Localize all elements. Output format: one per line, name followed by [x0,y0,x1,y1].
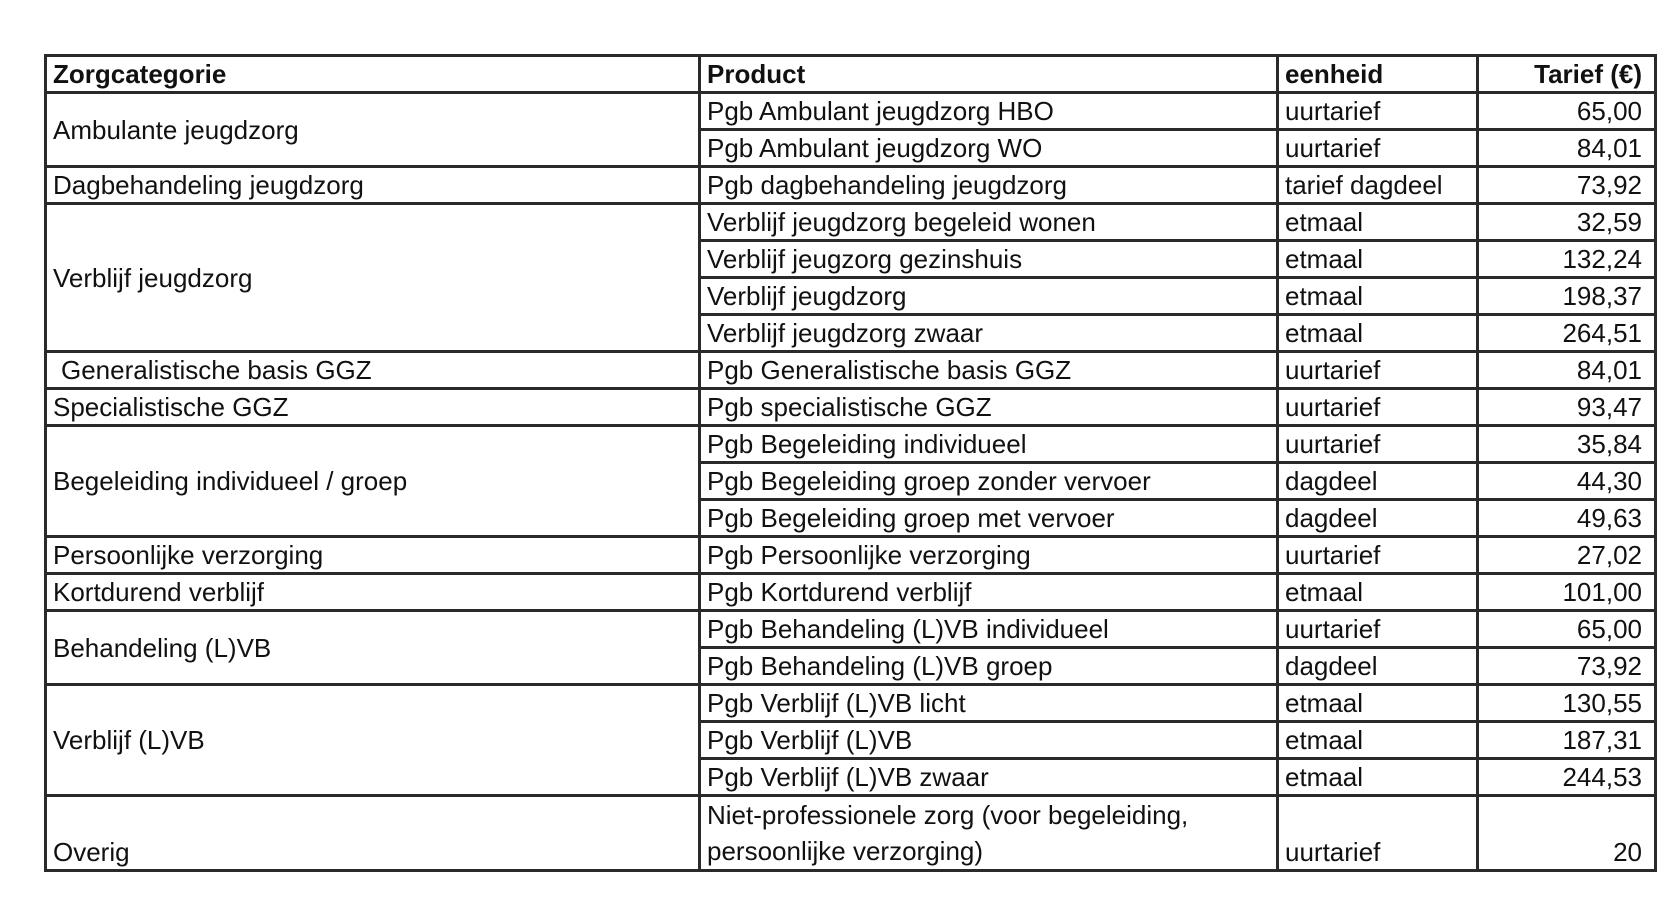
unit-cell: uurtarief [1278,93,1478,130]
product-cell: Pgb Ambulant jeugdzorg WO [700,130,1278,167]
header-category: Zorgcategorie [46,56,700,93]
rate-cell: 244,53 [1478,759,1656,796]
rate-cell: 101,00 [1478,574,1656,611]
rate-cell: 49,63 [1478,500,1656,537]
table-row [46,426,1656,463]
rate-cell: 73,92 [1478,167,1656,204]
product-cell: Pgb Verblijf (L)VB licht [700,685,1278,722]
rate-cell: 20 [1478,796,1656,871]
product-cell: Pgb dagbehandeling jeugdzorg [700,167,1278,204]
product-cell: Pgb Begeleiding groep met vervoer [700,500,1278,537]
table-row [46,204,1656,241]
unit-cell: etmaal [1278,759,1478,796]
category-cell: Kortdurend verblijf [46,574,700,611]
rate-cell: 65,00 [1478,93,1656,130]
table-row [46,352,1656,389]
header-unit: eenheid [1278,56,1478,93]
header-row [46,56,1656,93]
table-header [46,56,1656,93]
header-product: Product [700,56,1278,93]
unit-cell: uurtarief [1278,426,1478,463]
product-cell: Pgb Begeleiding groep zonder vervoer [700,463,1278,500]
category-cell: Behandeling (L)VB [46,611,700,685]
rate-cell: 32,59 [1478,204,1656,241]
unit-cell: dagdeel [1278,463,1478,500]
unit-cell: etmaal [1278,722,1478,759]
header-rate: Tarief (€) [1478,56,1656,93]
category-cell: Verblijf jeugdzorg [46,204,700,352]
rate-cell: 264,51 [1478,315,1656,352]
product-cell: Verblijf jeugdzorg begeleid wonen [700,204,1278,241]
rate-cell: 35,84 [1478,426,1656,463]
unit-cell: uurtarief [1278,389,1478,426]
unit-cell: dagdeel [1278,648,1478,685]
rate-cell: 44,30 [1478,463,1656,500]
category-cell: Specialistische GGZ [46,389,700,426]
category-cell: Persoonlijke verzorging [46,537,700,574]
category-cell: Begeleiding individueel / groep [46,426,700,537]
tariff-table [44,54,1657,872]
rate-cell: 84,01 [1478,352,1656,389]
rate-cell: 132,24 [1478,241,1656,278]
unit-cell: uurtarief [1278,796,1478,871]
product-cell: Verblijf jeugdzorg zwaar [700,315,1278,352]
table-body [46,93,1656,871]
table-row [46,389,1656,426]
unit-cell: uurtarief [1278,537,1478,574]
category-cell: Ambulante jeugdzorg [46,93,700,167]
category-cell: Overig [46,796,700,871]
product-cell: Pgb Verblijf (L)VB [700,722,1278,759]
table-row [46,685,1656,722]
rate-cell: 93,47 [1478,389,1656,426]
product-cell: Pgb Begeleiding individueel [700,426,1278,463]
rate-cell: 187,31 [1478,722,1656,759]
table-row [46,93,1656,130]
product-cell: Pgb Behandeling (L)VB groep [700,648,1278,685]
table-row [46,167,1656,204]
table-row [46,611,1656,648]
table-row [46,574,1656,611]
rate-cell: 130,55 [1478,685,1656,722]
unit-cell: etmaal [1278,204,1478,241]
table-row [46,796,1656,871]
product-cell: Pgb Verblijf (L)VB zwaar [700,759,1278,796]
product-cell: Pgb Persoonlijke verzorging [700,537,1278,574]
rate-cell: 84,01 [1478,130,1656,167]
unit-cell: uurtarief [1278,352,1478,389]
rate-cell: 65,00 [1478,611,1656,648]
product-cell: Verblijf jeugzorg gezinshuis [700,241,1278,278]
unit-cell: uurtarief [1278,130,1478,167]
category-cell: Verblijf (L)VB [46,685,700,796]
unit-cell: dagdeel [1278,500,1478,537]
product-cell: Pgb Ambulant jeugdzorg HBO [700,93,1278,130]
rate-cell: 198,37 [1478,278,1656,315]
product-cell: Pgb specialistische GGZ [700,389,1278,426]
product-cell: Pgb Kortdurend verblijf [700,574,1278,611]
product-cell: Niet-professionele zorg (voor begeleiding, persoonlijke verzorging) [700,796,1278,871]
unit-cell: uurtarief [1278,611,1478,648]
unit-cell: etmaal [1278,315,1478,352]
unit-cell: etmaal [1278,574,1478,611]
category-cell: Generalistische basis GGZ [46,352,700,389]
product-cell: Verblijf jeugdzorg [700,278,1278,315]
unit-cell: etmaal [1278,278,1478,315]
rate-cell: 27,02 [1478,537,1656,574]
product-cell: Pgb Generalistische basis GGZ [700,352,1278,389]
table-row [46,537,1656,574]
unit-cell: tarief dagdeel [1278,167,1478,204]
unit-cell: etmaal [1278,685,1478,722]
unit-cell: etmaal [1278,241,1478,278]
product-cell: Pgb Behandeling (L)VB individueel [700,611,1278,648]
rate-cell: 73,92 [1478,648,1656,685]
category-cell: Dagbehandeling jeugdzorg [46,167,700,204]
